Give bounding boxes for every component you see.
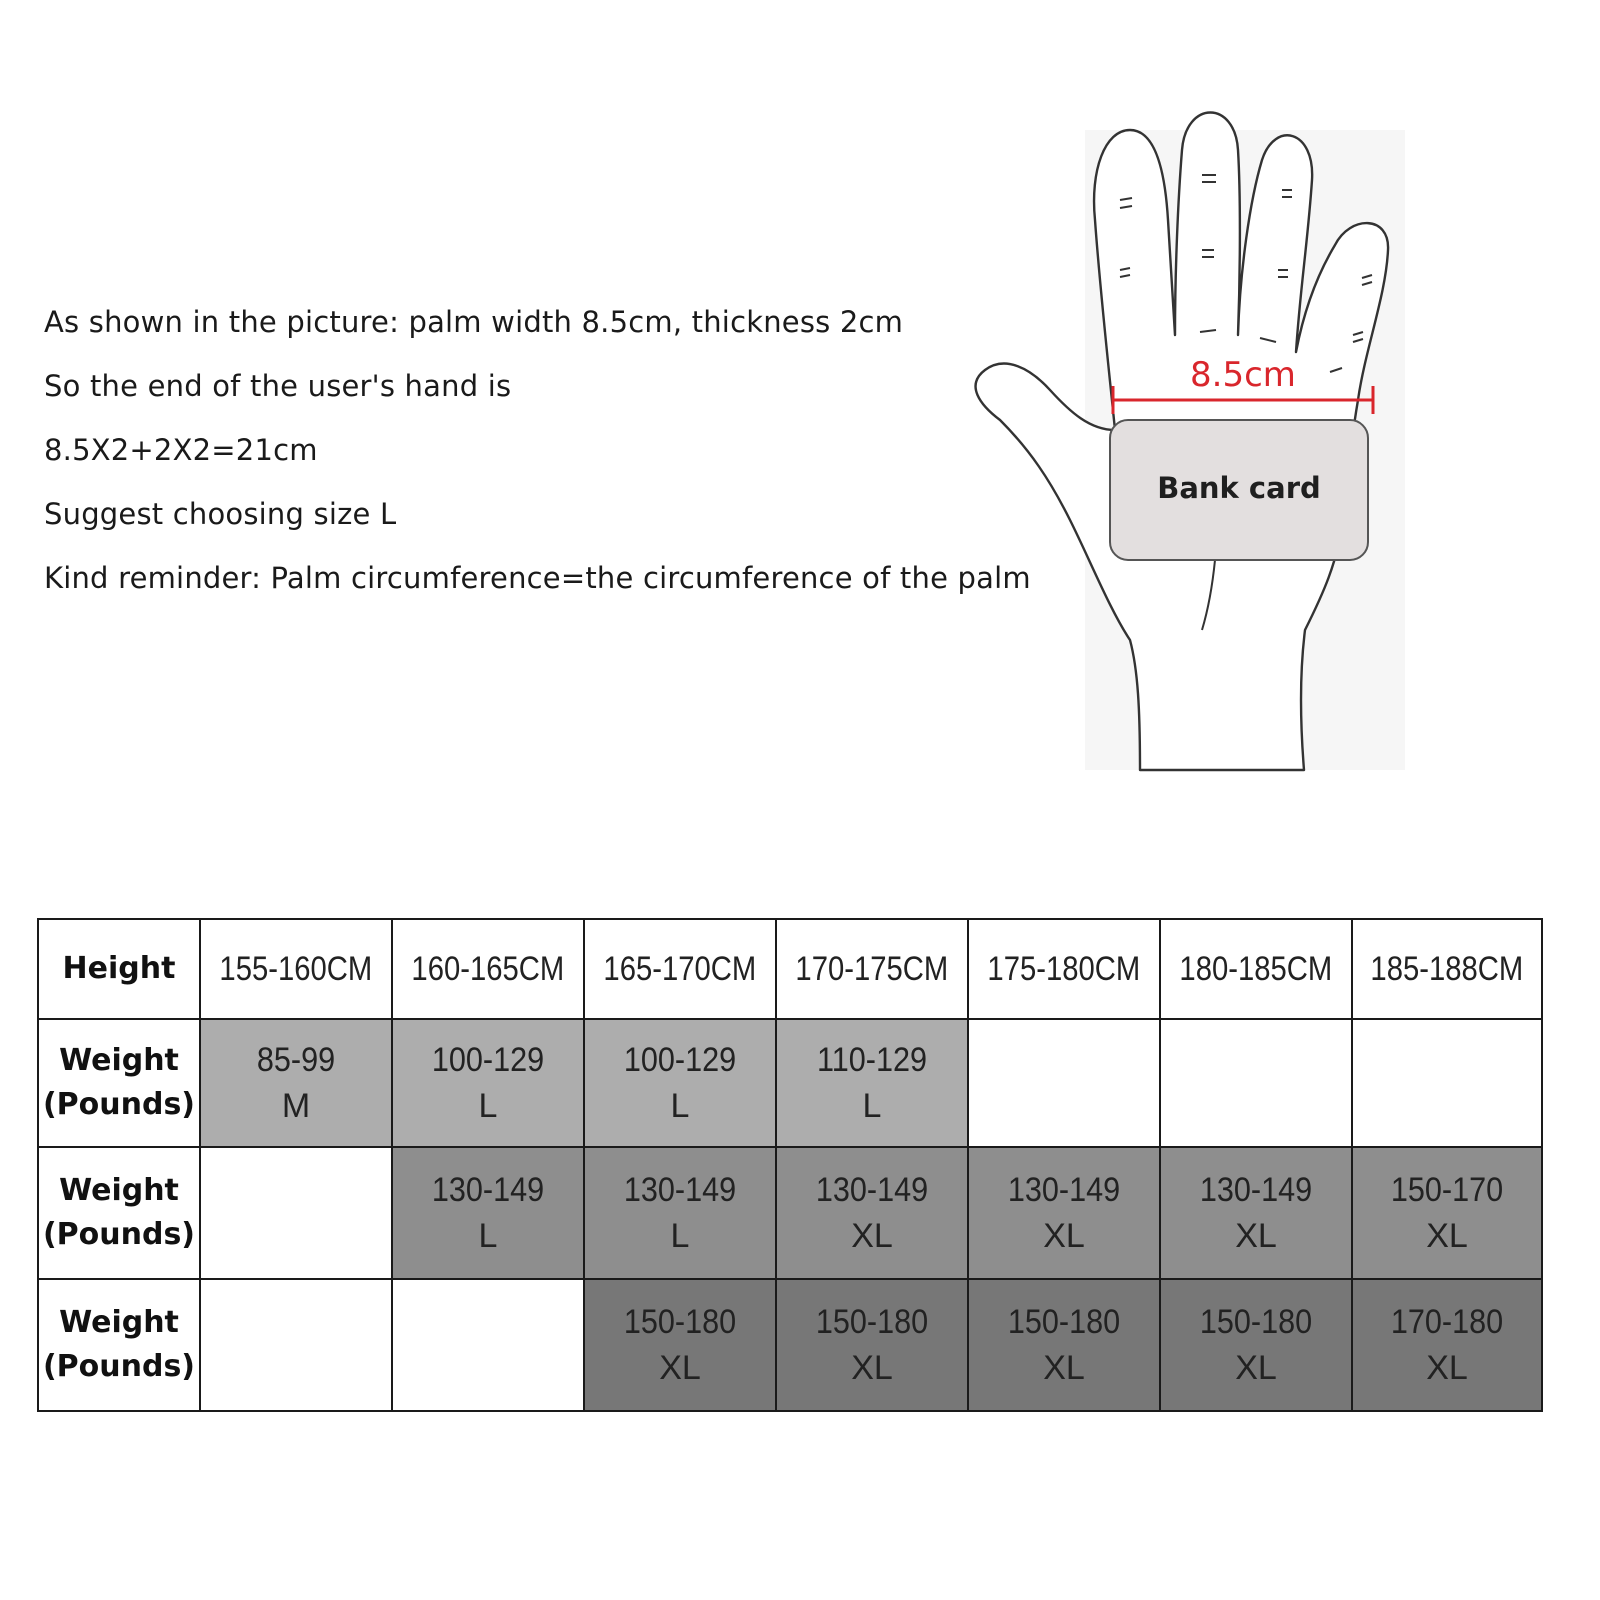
size-cell: 130-149 L <box>584 1147 776 1279</box>
instruction-line: Suggest choosing size L <box>44 497 397 531</box>
size-cell: 130-149 XL <box>776 1147 968 1279</box>
weight-row <box>38 1019 1542 1147</box>
empty-cell <box>968 1019 1160 1147</box>
instructions-block <box>44 290 1084 610</box>
height-cell: 155-160CM <box>200 919 392 1019</box>
empty-cell <box>1352 1019 1542 1147</box>
height-cell: 180-185CM <box>1160 919 1352 1019</box>
size-cell: 170-180 XL <box>1352 1279 1542 1411</box>
empty-cell <box>200 1279 392 1411</box>
instruction-line: 8.5X2+2X2=21cm <box>44 433 318 467</box>
empty-cell <box>200 1147 392 1279</box>
height-cell: 185-188CM <box>1352 919 1542 1019</box>
size-cell: 150-180 XL <box>584 1279 776 1411</box>
size-cell: 85-99 M <box>200 1019 392 1147</box>
bank-card-label: Bank card <box>1157 471 1321 505</box>
height-header: Height <box>38 919 200 1019</box>
size-cell: 150-170 XL <box>1352 1147 1542 1279</box>
size-cell: 100-129 L <box>392 1019 584 1147</box>
size-chart-table <box>37 918 1543 1412</box>
weight-header: Weight (Pounds) <box>38 1019 200 1147</box>
size-cell: 110-129 L <box>776 1019 968 1147</box>
height-cell: 160-165CM <box>392 919 584 1019</box>
weight-row <box>38 1147 1542 1279</box>
hand-illustration <box>970 90 1440 810</box>
measurement-label: 8.5cm <box>1190 355 1296 395</box>
empty-cell <box>1160 1019 1352 1147</box>
size-cell: 150-180 XL <box>968 1279 1160 1411</box>
weight-row <box>38 1279 1542 1411</box>
instruction-line: Kind reminder: Palm circumference=the circumference of the palm <box>44 561 1031 595</box>
instruction-line: So the end of the user's hand is <box>44 369 512 403</box>
size-cell: 130-149 XL <box>1160 1147 1352 1279</box>
height-cell: 175-180CM <box>968 919 1160 1019</box>
height-row <box>38 919 1542 1019</box>
size-cell: 130-149 XL <box>968 1147 1160 1279</box>
bank-card <box>1110 420 1368 560</box>
size-cell: 100-129 L <box>584 1019 776 1147</box>
weight-header: Weight (Pounds) <box>38 1279 200 1411</box>
height-cell: 165-170CM <box>584 919 776 1019</box>
size-cell: 150-180 XL <box>776 1279 968 1411</box>
weight-header: Weight (Pounds) <box>38 1147 200 1279</box>
size-cell: 150-180 XL <box>1160 1279 1352 1411</box>
empty-cell <box>392 1279 584 1411</box>
size-cell: 130-149 L <box>392 1147 584 1279</box>
instruction-line: As shown in the picture: palm width 8.5cm, thickness 2cm <box>44 305 904 339</box>
height-cell: 170-175CM <box>776 919 968 1019</box>
